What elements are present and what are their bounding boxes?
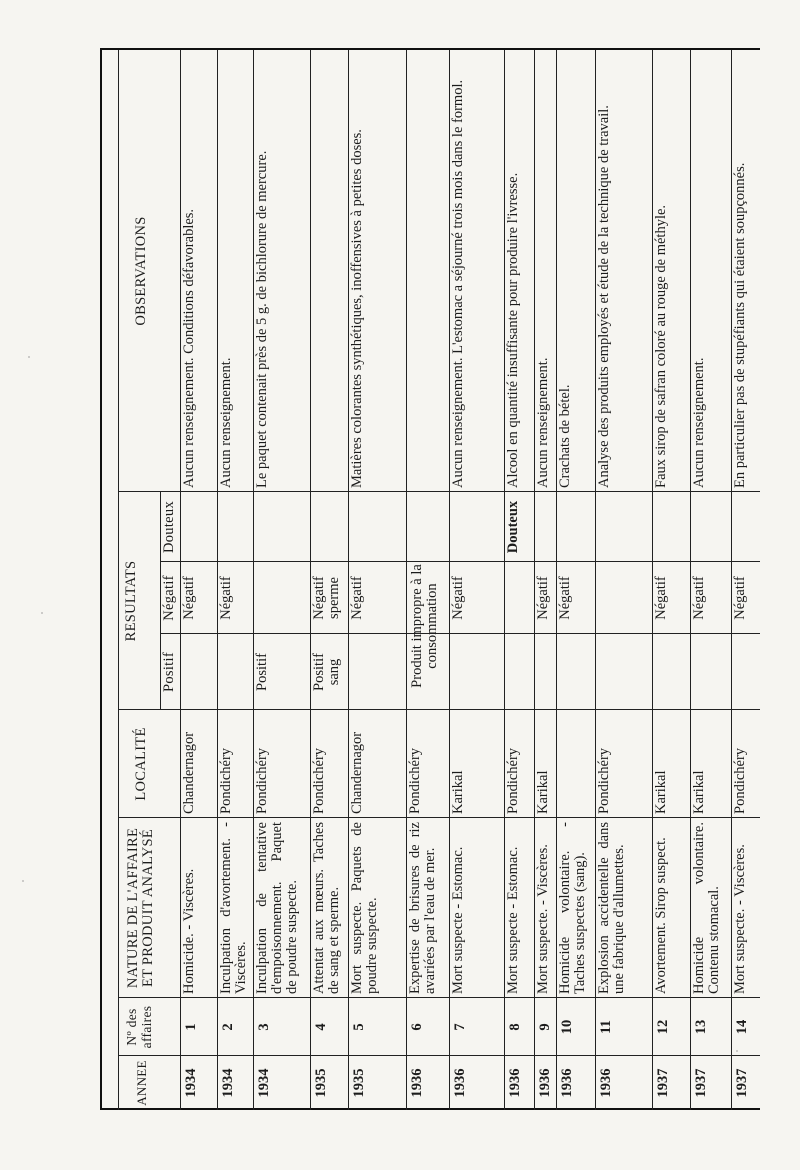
row-numero: 10 — [559, 1019, 575, 1035]
row-localite: Karikal — [535, 770, 551, 814]
row-annee: 1934 — [256, 1068, 272, 1098]
header-numero: Nº des affaires — [124, 1005, 154, 1049]
row-negatif: Négatif — [181, 576, 197, 620]
row-numero: 13 — [693, 1019, 709, 1035]
row-annee: 1935 — [313, 1068, 329, 1098]
header-localite: LOCALITÉ — [133, 727, 149, 801]
row-observations: Le paquet contenait près de 5 g. de bichlorure de mercure. — [254, 150, 270, 488]
row-douteux — [310, 492, 348, 562]
row-localite: Pondichéry — [254, 747, 270, 814]
row-observations: Aucun renseignement. — [691, 357, 707, 488]
row-douteux — [556, 492, 595, 562]
row-localite: Pondichéry — [407, 747, 423, 814]
row-negatif: Négatif — [535, 576, 551, 620]
row-numero: 5 — [351, 1023, 367, 1031]
row-annee: 1936 — [452, 1068, 468, 1098]
row-annee: 1936 — [559, 1068, 575, 1098]
row-numero: 4 — [313, 1023, 329, 1031]
row-nature: Explosion accidentelle dans une fabrique d'allumettes. — [596, 822, 627, 994]
row-annee: 1936 — [537, 1068, 553, 1098]
row-nature: Homicide. - Viscères. — [181, 868, 197, 994]
row-positif — [180, 634, 217, 710]
row-annee: 1934 — [220, 1068, 236, 1098]
header-nature: NATURE DE L'AFFAIRE ET PRODUIT ANALYSÉ — [125, 827, 156, 989]
row-negatif — [504, 562, 534, 634]
row-negatif: Négatif — [557, 576, 573, 620]
row-nature: Expertise de brisures de riz avariées par l'eau de mer. — [407, 822, 438, 994]
row-nature: Mort suspecte. - Viscères. — [535, 844, 551, 994]
row-annee: 1934 — [183, 1068, 199, 1098]
row-annee: 1935 — [351, 1068, 367, 1098]
row-douteux — [690, 492, 731, 562]
row-annee: 1936 — [507, 1068, 523, 1098]
row-localite: Karikal — [450, 770, 466, 814]
row-positif — [556, 634, 595, 710]
row-localite: Pondichéry — [596, 747, 612, 814]
row-observations: Analyse des produits employés et étude de la technique de travail. — [596, 105, 612, 488]
table-rule — [118, 50, 119, 1110]
row-douteux — [253, 492, 310, 562]
row-observations — [406, 50, 449, 492]
row-douteux — [348, 492, 406, 562]
header-observations: OBSERVATIONS — [133, 216, 149, 326]
row-observations: Aucun renseignement. L'estomac a séjourné trois mois dans le formol. — [450, 79, 466, 488]
row-negatif: Négatif — [691, 576, 707, 620]
rotated-table — [100, 50, 760, 1110]
header-annee: ANNEE — [134, 1060, 149, 1106]
table-rule — [100, 50, 102, 1110]
row-negatif: Négatif — [218, 576, 234, 620]
header-resultats: RESULTATS — [123, 560, 139, 642]
row-nature: Inculpation d'avortement. - Viscères. — [218, 822, 249, 994]
row-positif: Positif — [254, 653, 270, 691]
row-numero: 9 — [537, 1023, 553, 1031]
row-douteux — [731, 492, 760, 562]
row-observations: Alcool en quantité insuffisante pour produire l'ivresse. — [505, 172, 521, 488]
row-negatif: Négatif — [349, 576, 365, 620]
row-numero: 8 — [507, 1023, 523, 1031]
row-annee: 1937 — [693, 1068, 709, 1098]
row-localite: Karikal — [653, 770, 669, 814]
row-observations: Faux sirop de safran coloré au rouge de méthyle. — [653, 204, 669, 488]
row-douteux — [406, 492, 449, 562]
row-numero: 6 — [409, 1023, 425, 1031]
row-douteux — [534, 492, 556, 562]
row-douteux: Douteux — [505, 500, 521, 554]
row-observations: Matières colorantes synthétiques, inoffensives à petites doses. — [349, 129, 365, 488]
row-positif — [534, 634, 556, 710]
row-nature: Mort suspecte - Estomac. — [450, 846, 466, 994]
row-negatif — [253, 562, 310, 634]
row-positif — [731, 634, 760, 710]
row-localite: Pondichéry — [732, 747, 748, 814]
row-nature: Inculpation de tentative d'empoisonnement. Paquet de poudre suspecte. — [254, 822, 300, 994]
row-numero: 12 — [655, 1019, 671, 1035]
row-localite: Chandernagor — [181, 731, 197, 814]
row-annee: 1937 — [655, 1068, 671, 1098]
header-negatif: Négatif — [161, 575, 177, 621]
paper-speck — [41, 612, 43, 614]
row-negatif: Négatif — [450, 576, 466, 620]
row-nature: Homicide volontaire. - Taches suspectes (sang). — [557, 822, 588, 994]
row-localite: Pondichéry — [311, 747, 327, 814]
row-localite — [556, 710, 595, 818]
row-negatif — [595, 562, 652, 634]
row-observations: Aucun renseignement. — [535, 357, 551, 488]
row-positif — [652, 634, 690, 710]
row-nature: Mort suspecte - Estomac. — [505, 846, 521, 994]
row-douteux — [652, 492, 690, 562]
row-positif — [690, 634, 731, 710]
paper-speck — [28, 356, 30, 358]
row-negatif: Négatif sperme — [311, 576, 342, 620]
row-annee: 1936 — [409, 1068, 425, 1098]
row-negatif: Négatif — [653, 576, 669, 620]
row-nature: Avortement. Sirop suspect. — [653, 837, 669, 994]
row-nature: Homicide volontaire. Contenu stomacal. — [691, 822, 722, 994]
row-positif — [217, 634, 253, 710]
row-annee: 1937 — [734, 1068, 750, 1098]
row-douteux — [449, 492, 504, 562]
row-positif — [504, 634, 534, 710]
row-negatif — [406, 562, 449, 634]
row-annee: 1936 — [598, 1068, 614, 1098]
row-localite: Pondichéry — [218, 747, 234, 814]
row-localite: Karikal — [691, 770, 707, 814]
header-positif: Positif — [161, 652, 177, 692]
row-positif — [449, 634, 504, 710]
row-numero: 2 — [220, 1023, 236, 1031]
paper-speck — [22, 880, 24, 882]
row-nature: Mort suspecte. - Viscères. — [732, 844, 748, 994]
row-numero: 11 — [598, 1020, 614, 1034]
row-positif — [595, 634, 652, 710]
row-localite: Chandernagor — [349, 731, 365, 814]
row-numero: 3 — [256, 1023, 272, 1031]
row-positif: Positif sang — [311, 653, 342, 691]
row-douteux — [217, 492, 253, 562]
row-positif — [348, 634, 406, 710]
row-observations: En particulier pas de stupéfiants qui étaient soupçonnés. — [732, 162, 748, 488]
row-observations: Aucun renseignement. — [218, 357, 234, 488]
row-numero: 14 — [734, 1019, 750, 1035]
row-nature: Mort suspecte. Paquets de poudre suspecte. — [349, 822, 380, 994]
row-observations: Aucun renseignement. Conditions défavorables. — [181, 208, 197, 488]
row-douteux — [595, 492, 652, 562]
header-douteux: Douteux — [161, 500, 177, 554]
row-douteux — [180, 492, 217, 562]
row-numero: 7 — [452, 1023, 468, 1031]
row-positif: Produit impropre à la consommation — [409, 564, 440, 688]
row-localite: Pondichéry — [505, 747, 521, 814]
row-numero: 1 — [183, 1023, 199, 1031]
row-observations: Crachats de bétel. — [557, 384, 573, 488]
row-negatif: Négatif — [732, 576, 748, 620]
row-observations — [310, 50, 348, 492]
row-nature: Attentat aux mœurs. Taches de sang et sperme. — [311, 822, 342, 994]
